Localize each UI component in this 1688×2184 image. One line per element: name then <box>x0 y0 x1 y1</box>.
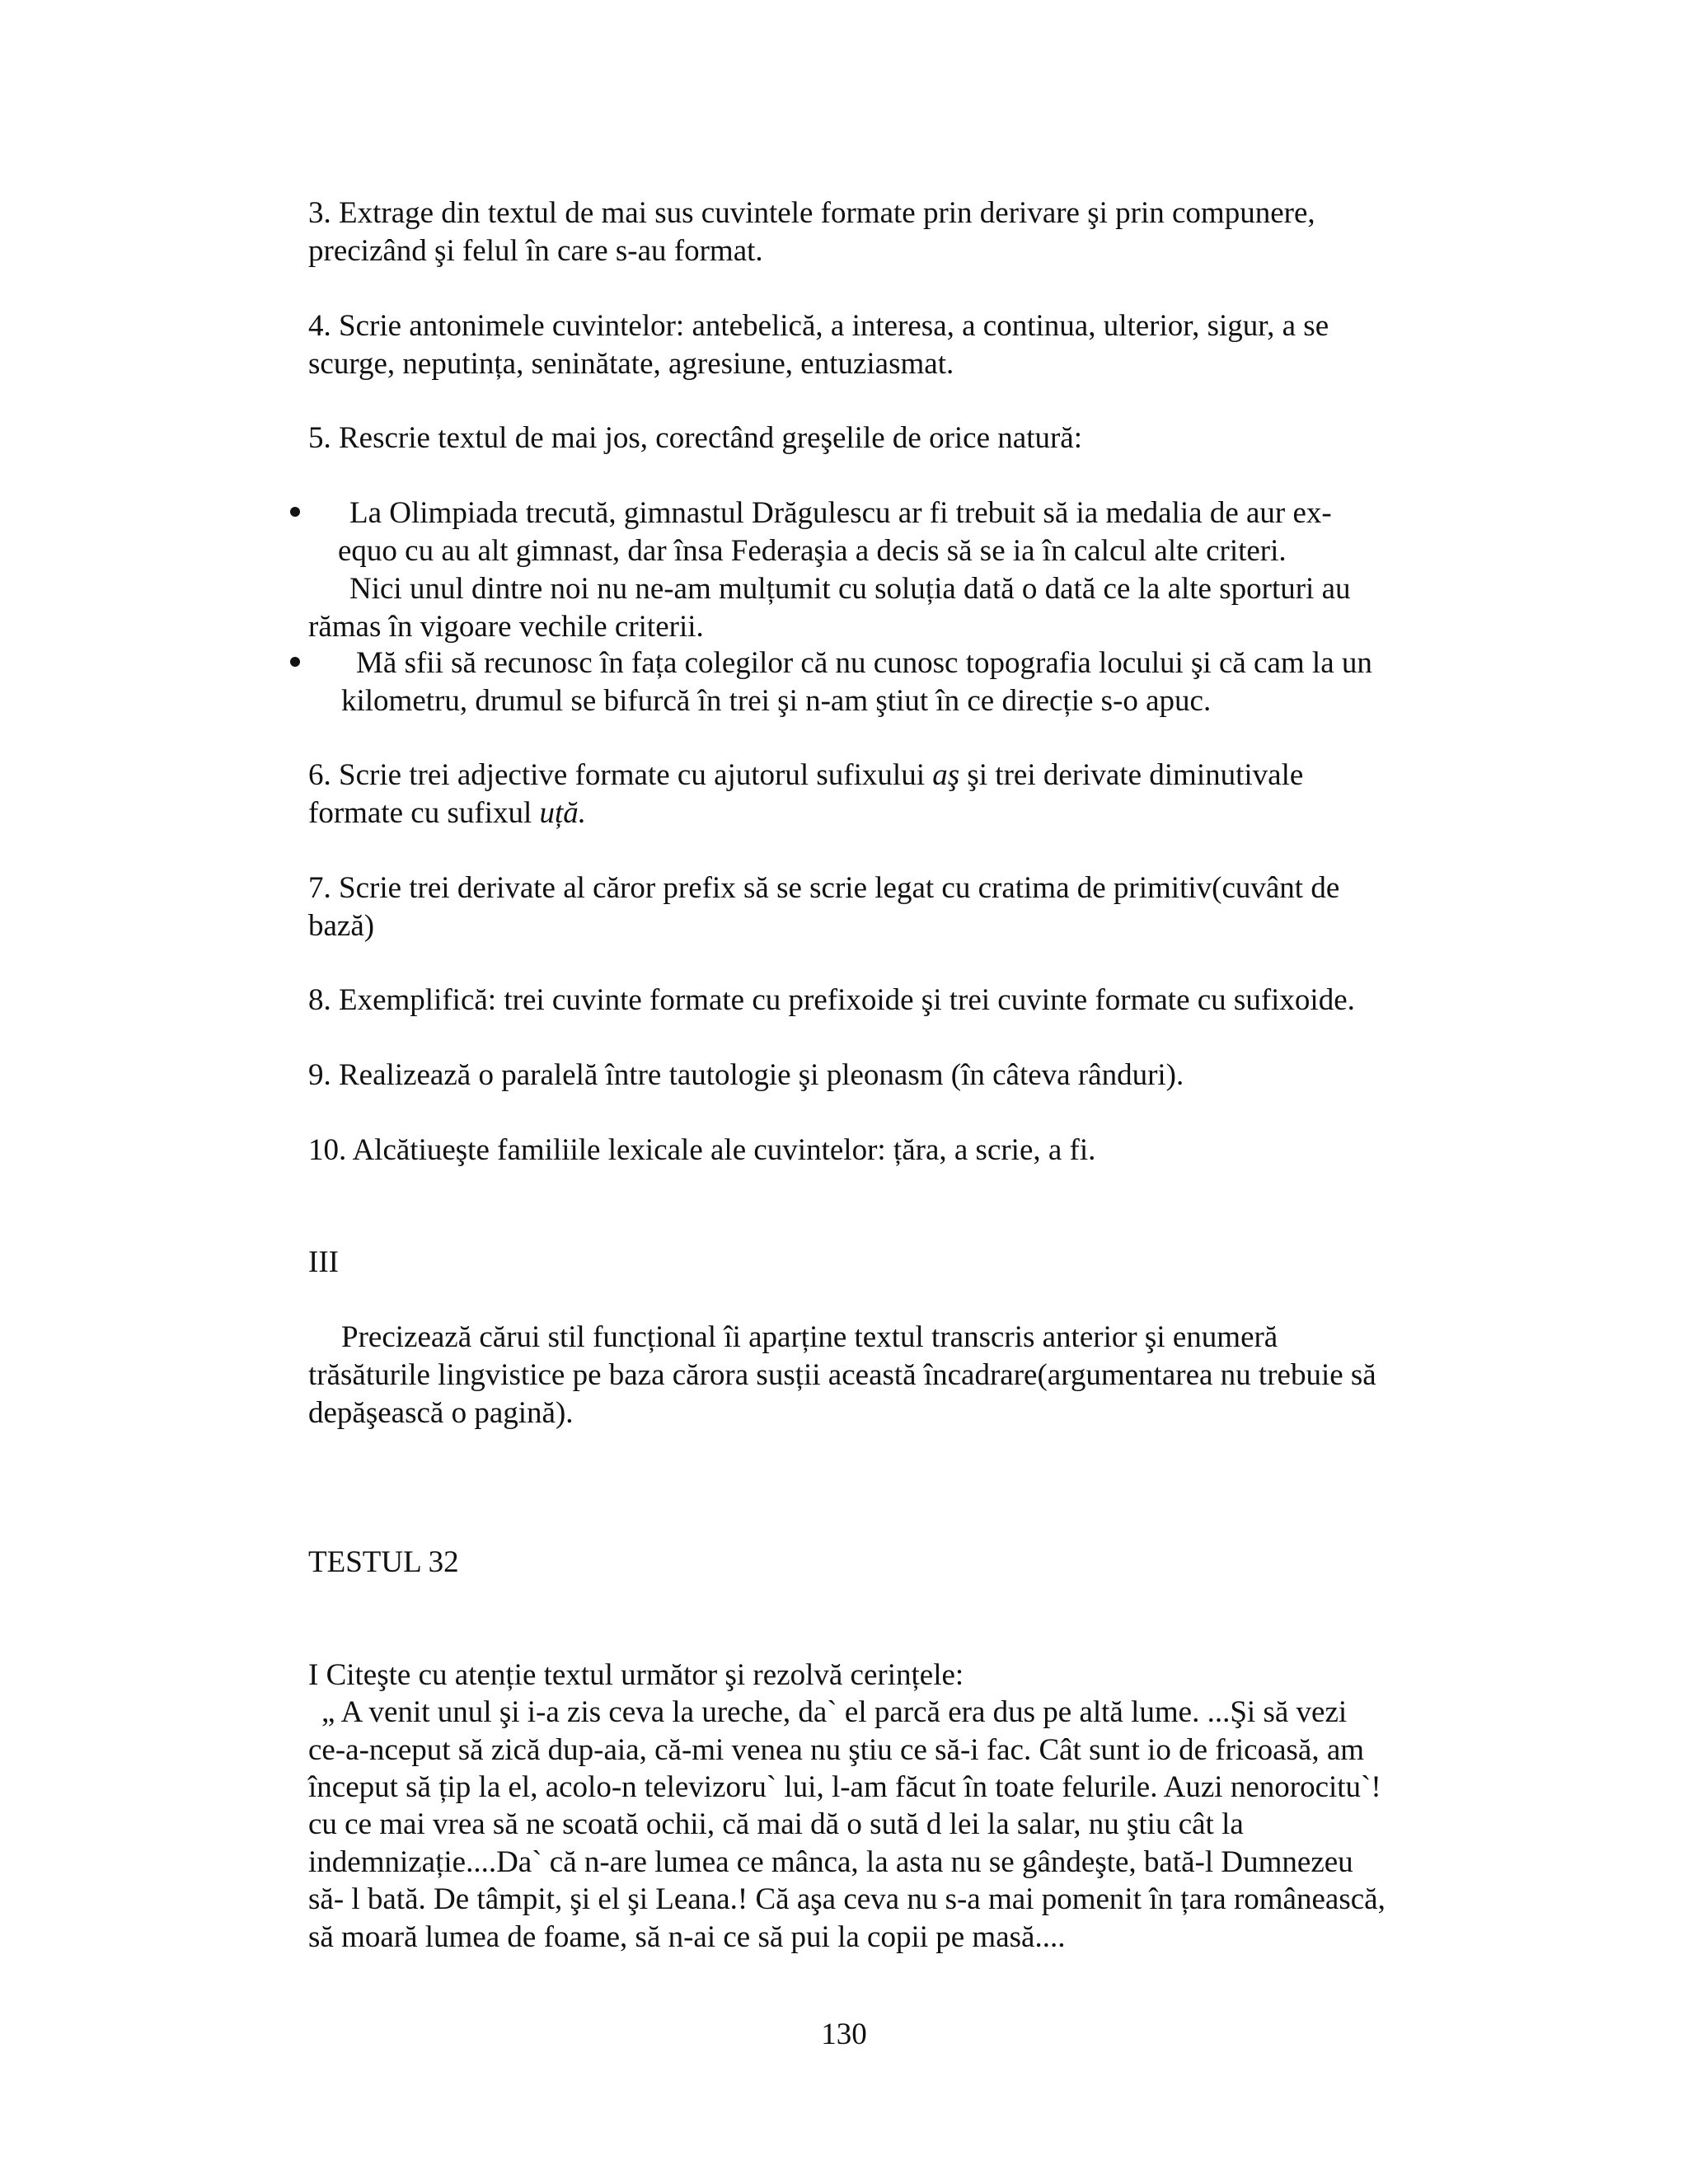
test-32-instruction: I Citeşte cu atenție textul următor şi rezolvă cerințele: <box>308 1658 964 1692</box>
test-32-text-line-6: să- l bată. De tâmpit, şi el şi Leana.! Că aşa ceva nu s-a mai pomenit în țara românească, <box>308 1882 1386 1916</box>
suffix-as: aş <box>932 758 960 792</box>
exercise-5-bullet-1-line-2: equo cu au alt gimnast, dar însa Federaşia a decis să se ia în calcul alte criteri. <box>338 534 1287 568</box>
section-3-line-2: trăsăturile lingvistice pe baza cărora susții această încadrare(argumentarea nu trebuie să <box>308 1358 1376 1392</box>
exercise-5-bullet-2-line-2: kilometru, drumul se bifurcă în trei şi n-am ştiut în ce direcție s-o apuc. <box>341 684 1212 718</box>
exercise-3-line-2: precizând şi felul în care s-au format. <box>308 234 763 268</box>
exercise-7-line-2: bază) <box>308 909 375 943</box>
exercise-5-bullet-2-line-1: Mă sfii să recunosc în fața colegilor că nu cunosc topografia locului şi că cam la un <box>356 646 1372 680</box>
suffix-uta: uță. <box>539 796 587 830</box>
exercise-6-line-2 <box>308 794 586 832</box>
exercise-3-line-1: 3. Extrage din textul de mai sus cuvintele formate prin derivare şi prin compunere, <box>308 196 1315 230</box>
section-3-line-1: Precizează cărui stil funcțional îi aparține textul transcris anterior şi enumeră <box>341 1320 1278 1354</box>
exercise-5-intro: 5. Rescrie textul de mai jos, corectând greşelile de orice natură: <box>308 421 1083 455</box>
test-32-title: TESTUL 32 <box>308 1545 459 1579</box>
exercise-4-line-1: 4. Scrie antonimele cuvintelor: antebelică, a interesa, a continua, ulterior, sigur, a se <box>308 309 1329 343</box>
exercise-4-line-2: scurge, neputința, seninătate, agresiune, entuziasmat. <box>308 347 954 381</box>
exercise-10: 10. Alcătiueşte familiile lexicale ale cuvintelor: țăra, a scrie, a fi. <box>308 1133 1096 1167</box>
section-3-heading: III <box>308 1245 339 1279</box>
exercise-5-bullet-1-line-3: Nici unul dintre noi nu ne-am mulțumit cu soluția dată o dată ce la alte sporturi au <box>349 572 1351 606</box>
test-32-text-line-2: ce-a-nceput să zică dup-aia, că-mi venea nu ştiu ce să-i fac. Cât sunt io de fricoasă, am <box>308 1733 1365 1767</box>
test-32-text-line-1: „ A venit unul şi i-a zis ceva la ureche, da` el parcă era dus pe altă lume. ...Şi să vezi <box>321 1695 1348 1729</box>
exercise-5-bullet-1-line-1: La Olimpiada trecută, gimnastul Drăgulescu ar fi trebuit să ia medalia de aur ex- <box>349 496 1332 530</box>
exercise-6-line-2-start: formate cu sufixul <box>308 796 540 830</box>
exercise-5-bullet-1-line-4: rămas în vigoare vechile criterii. <box>308 610 704 644</box>
section-3-line-3: depăşească o pagină). <box>308 1396 574 1430</box>
exercise-8: 8. Exemplifică: trei cuvinte formate cu prefixoide şi trei cuvinte formate cu sufixoide. <box>308 983 1355 1017</box>
bullet-icon <box>290 657 300 667</box>
page-number: 130 <box>821 2018 867 2051</box>
test-32-text-line-3: început să țip la el, acolo-n televizoru` lui, l-am făcut în toate felurile. Auzi nenorocitu`! <box>308 1770 1381 1804</box>
exercise-9: 9. Realizează o paralelă între tautologie şi pleonasm (în câteva rânduri). <box>308 1058 1184 1092</box>
test-32-text-line-5: indemnizație....Da` că n-are lumea ce mânca, la asta nu se gândeşte, bată-l Dumnezeu <box>308 1845 1353 1879</box>
test-32-text-line-7: să moară lumea de foame, să n-ai ce să pui la copii pe masă.... <box>308 1920 1066 1954</box>
bullet-icon <box>290 507 300 517</box>
test-32-text-line-4: cu ce mai vrea să ne scoată ochii, că mai dă o sută d lei la salar, nu ştiu cât la <box>308 1807 1244 1841</box>
exercise-7-line-1: 7. Scrie trei derivate al căror prefix să se scrie legat cu cratima de primitiv(cuvânt de <box>308 871 1340 905</box>
exercise-6-line-1-end: şi trei derivate diminutivale <box>959 758 1304 792</box>
exercise-6-line-1 <box>308 757 1303 794</box>
exercise-6-line-1-start: 6. Scrie trei adjective formate cu ajutorul sufixului <box>308 758 933 792</box>
